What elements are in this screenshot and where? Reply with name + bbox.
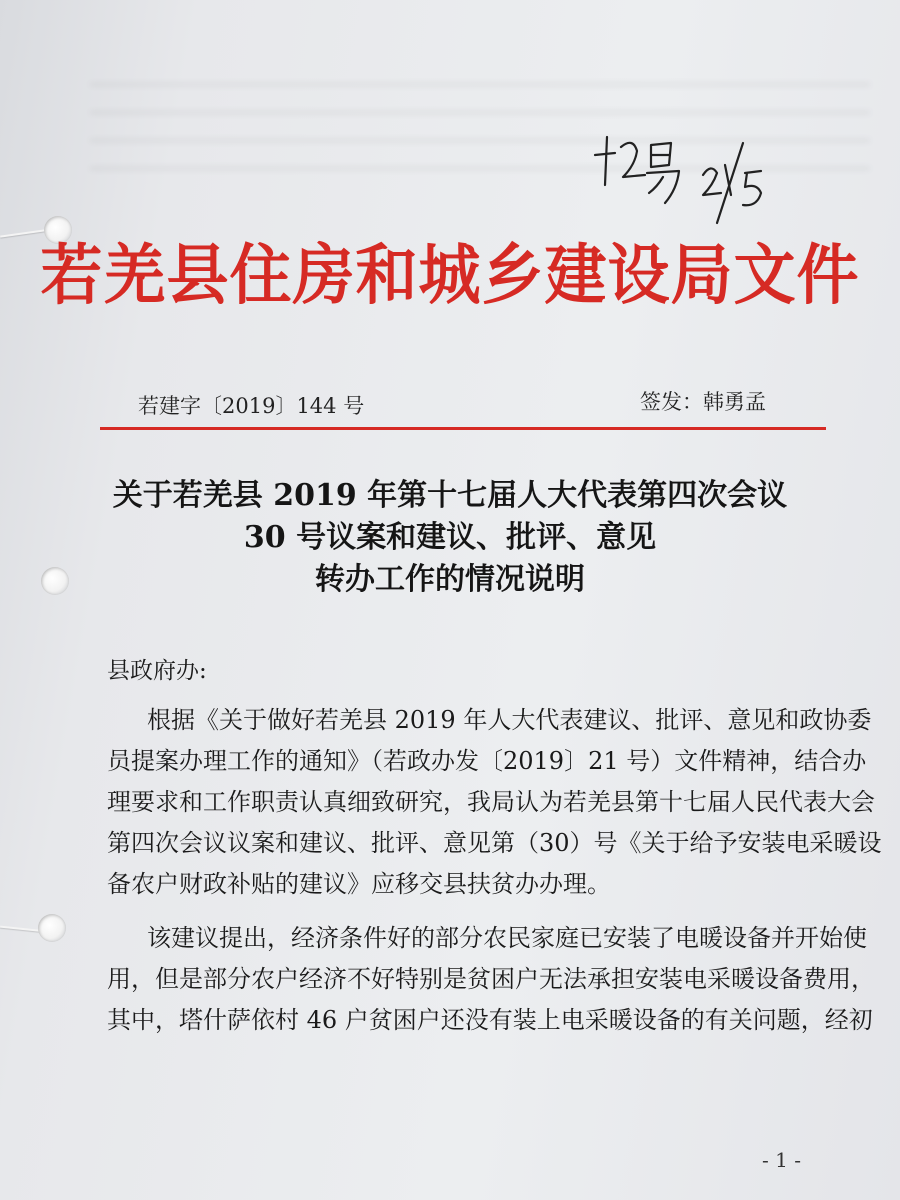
paragraph-line: 理要求和工作职责认真细致研究，我局认为若羌县第十七届人民代表大会 <box>107 788 875 816</box>
subject-line: 30 号议案和建议、批评、意见 <box>243 520 657 555</box>
paragraph-line: 其中，塔什萨依村 46 户贫困户还没有装上电采暖设备的有关问题，经初 <box>107 1006 873 1034</box>
paragraph-line: 员提案办理工作的通知》（若政办发〔2019〕21 号）文件精神，结合办 <box>107 747 867 775</box>
handwritten-annotation <box>585 125 775 225</box>
paragraph-line: 第四次会议议案和建议、批评、意见第（30）号《关于给予安装电采暖设 <box>107 829 882 857</box>
paragraph-line: 该建议提出，经济条件好的部分农民家庭已安装了电暖设备并开始使 <box>147 924 867 952</box>
salutation: 县政府办: <box>107 658 207 684</box>
issuing-authority-title: 若羌县住房和城乡建设局文件 <box>40 236 860 314</box>
subject-title <box>0 475 900 601</box>
subject-line: 关于若羌县 2019 年第十七届人大代表第四次会议 <box>112 478 788 513</box>
binding-hole <box>38 914 66 942</box>
signer: 签发：韩勇孟 <box>640 390 766 414</box>
subject-line: 转办工作的情况说明 <box>315 562 585 597</box>
document-number: 若建字〔2019〕144 号 <box>138 394 365 418</box>
paragraph-line: 根据《关于做好若羌县 2019 年人大代表建议、批评、意见和政协委 <box>147 706 872 734</box>
red-divider <box>100 427 826 430</box>
page-number: - 1 - <box>762 1148 801 1172</box>
body-paragraph <box>107 700 882 905</box>
paragraph-line: 用，但是部分农户经济不好特别是贫困户无法承担安装电采暖设备费用， <box>107 965 875 993</box>
paragraph-line: 备农户财政补贴的建议》应移交县扶贫办办理。 <box>107 870 611 898</box>
body-paragraph <box>107 918 875 1041</box>
